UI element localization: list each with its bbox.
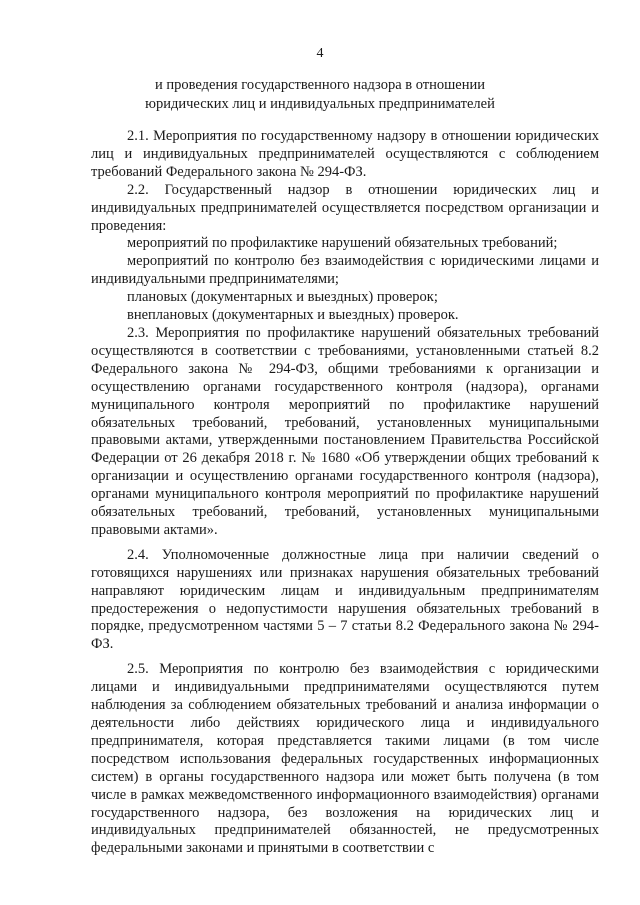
paragraph-2-4: 2.4. Уполномоченные должностные лица при наличии сведений о готовящихся нарушениях или признаках нарушения обязательных требований направляют юридическим лицам и индивидуальным предпринимателям предостережения о недопустимости нарушения обязательных требований в порядке, предусмотренном частями 5 – 7 статьи 8.2 Федерального закона № 294-ФЗ. — [91, 546, 599, 653]
paragraph-2-2: 2.2. Государственный надзор в отношении юридических лиц и индивидуальных предпринимателей осуществляется посредством организации и проведения: — [91, 181, 599, 234]
list-item-unplanned-inspections: внеплановых (документарных и выездных) проверок. — [127, 307, 459, 324]
paragraph-2-5: 2.5. Мероприятия по контролю без взаимодействия с юридическими лицами и индивидуальными предпринимателями осуществляются путем наблюдения за соблюдением обязательных требований и анализа информации о деятельности либо действиях юридического лица и индивидуального предпринимателя, которая представляется такими лицами (в том числе посредством использования федеральных государственных информационных систем) в органы государственного надзора или может быть получена (в том числе в рамках межведомственного информационного взаимодействия) органами государственного надзора, без возложения на юридических лиц и индивидуальных предпринимателей обязанностей, не предусмотренных федеральными законами и принятыми в соответствии с — [91, 661, 599, 857]
section-heading — [60, 76, 580, 114]
heading-line-1: и проведения государственного надзора в отношении — [154, 77, 486, 93]
list-item-no-interaction-control: мероприятий по контролю без взаимодействия с юридическими лицами и индивидуальными предпринимателями; — [91, 253, 599, 288]
list-item-prevention: мероприятий по профилактике нарушений обязательных требований; — [127, 235, 558, 252]
heading-line-2: юридических лиц и индивидуальных предпринимателей — [145, 96, 495, 112]
list-item-planned-inspections: плановых (документарных и выездных) проверок; — [127, 289, 438, 306]
page-number: 4 — [316, 46, 324, 61]
paragraph-2-1: 2.1. Мероприятия по государственному надзору в отношении юридических лиц и индивидуальных предпринимателей осуществляются с соблюдением требований Федерального закона № 294-ФЗ. — [91, 128, 599, 180]
paragraph-2-3: 2.3. Мероприятия по профилактике нарушений обязательных требований осуществляются в соответствии с требованиями, установленными статьей 8.2 Федерального закона № 294-ФЗ, общими требованиями к организации и осуществлению органами государственного контроля (надзора), органами муниципального контроля мероприятий по профилактике нарушений обязательных требований, требований, установленных муниципальными правовыми актами, утвержденными постановлением Правительства Российской Федерации от 26 декабря 2018 г. № 1680 «Об утверждении общих требований к организации и осуществлению органами государственного контроля (надзора), органами муниципального контроля мероприятий по профилактике нарушений обязательных требований, требований, установленных муниципальными правовыми актами». — [91, 324, 599, 538]
document-body — [91, 128, 599, 858]
